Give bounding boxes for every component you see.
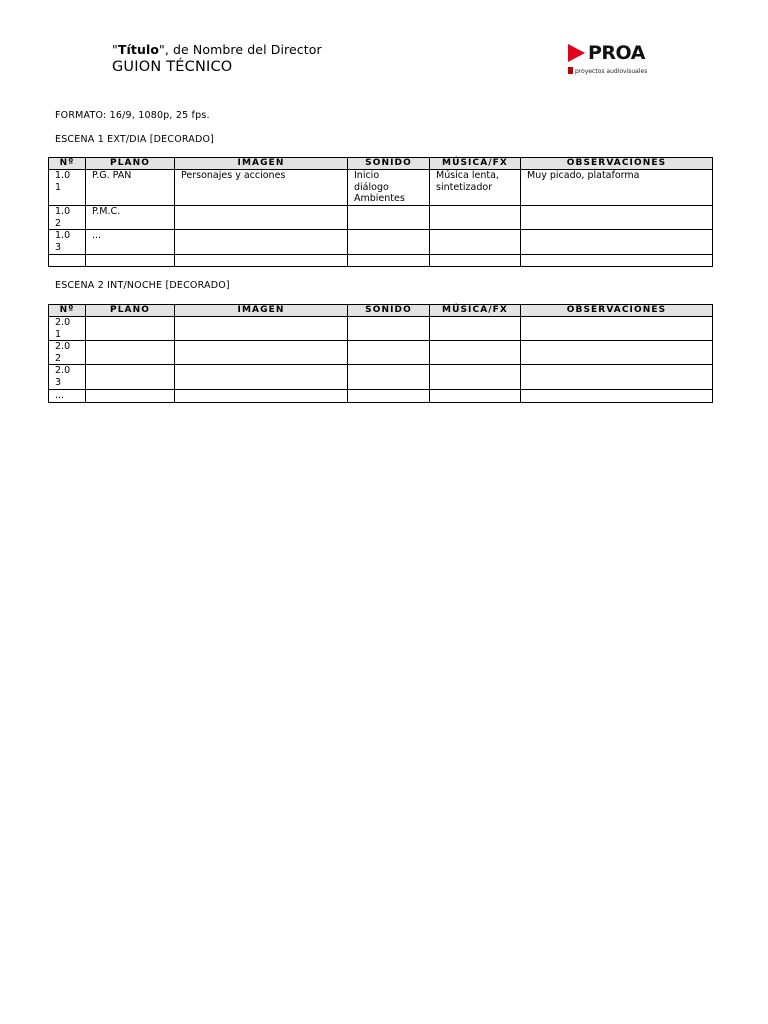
table-row	[49, 390, 713, 403]
cell-sonido	[348, 317, 430, 341]
cell-number: 1.0 1	[49, 170, 86, 206]
cell-number: 2.0 3	[49, 365, 86, 390]
table-row	[49, 206, 713, 230]
column-header-plano: PLANO	[86, 305, 175, 317]
table-row	[49, 317, 713, 341]
table-row	[49, 341, 713, 365]
table-row	[49, 170, 713, 206]
document-type: GUION TÉCNICO	[112, 59, 233, 75]
cell-observaciones	[521, 255, 713, 267]
column-header-musica: MÚSICA/FX	[430, 158, 521, 170]
logo-subtitle-text: proyectos audiovisuales	[575, 68, 648, 75]
cell-plano: P.G. PAN	[86, 170, 175, 206]
scene-table	[48, 304, 713, 403]
cell-imagen	[175, 317, 348, 341]
column-header-imagen: IMAGEN	[175, 158, 348, 170]
proa-logo	[568, 44, 658, 80]
cell-plano	[86, 255, 175, 267]
table-row	[49, 255, 713, 267]
title-director: ", de Nombre del Director	[159, 42, 322, 57]
play-icon	[568, 44, 585, 62]
column-header-number: Nº	[49, 305, 86, 317]
cell-sonido	[348, 230, 430, 255]
format-line: FORMATO: 16/9, 1080p, 25 fps.	[55, 110, 210, 121]
column-header-number: Nº	[49, 158, 86, 170]
cell-musica: Música lenta, sintetizador	[430, 170, 521, 206]
cell-plano	[86, 341, 175, 365]
cell-number: 2.0 1	[49, 317, 86, 341]
title-word: Título	[117, 42, 160, 57]
cell-musica	[430, 341, 521, 365]
cell-plano: ...	[86, 230, 175, 255]
column-header-sonido: SONIDO	[348, 158, 430, 170]
cell-observaciones	[521, 390, 713, 403]
cell-plano	[86, 390, 175, 403]
cell-observaciones: Muy picado, plataforma	[521, 170, 713, 206]
cell-sonido: Inicio diálogo Ambientes	[348, 170, 430, 206]
cell-number	[49, 255, 86, 267]
cell-number: 1.0 3	[49, 230, 86, 255]
cell-plano	[86, 365, 175, 390]
cell-musica	[430, 230, 521, 255]
cell-sonido	[348, 390, 430, 403]
cell-musica	[430, 206, 521, 230]
cell-imagen	[175, 255, 348, 267]
logo-brand: PROA	[588, 42, 645, 64]
cell-imagen	[175, 206, 348, 230]
cell-observaciones	[521, 317, 713, 341]
scene-table	[48, 157, 713, 267]
cell-sonido	[348, 255, 430, 267]
column-header-observaciones: OBSERVACIONES	[521, 158, 713, 170]
cell-sonido	[348, 341, 430, 365]
cell-plano	[86, 317, 175, 341]
cell-observaciones	[521, 365, 713, 390]
column-header-imagen: IMAGEN	[175, 305, 348, 317]
cell-imagen: Personajes y acciones	[175, 170, 348, 206]
title-line	[112, 42, 322, 58]
logo-subtitle	[568, 67, 647, 75]
column-header-musica: MÚSICA/FX	[430, 305, 521, 317]
cell-musica	[430, 255, 521, 267]
cell-imagen	[175, 365, 348, 390]
scene-heading: ESCENA 1 EXT/DIA [DECORADO]	[55, 134, 215, 145]
cell-musica	[430, 317, 521, 341]
cell-sonido	[348, 365, 430, 390]
table-row	[49, 230, 713, 255]
cell-number: ...	[49, 390, 86, 403]
column-header-observaciones: OBSERVACIONES	[521, 305, 713, 317]
cell-sonido	[348, 206, 430, 230]
cell-observaciones	[521, 341, 713, 365]
cell-musica	[430, 390, 521, 403]
table-row	[49, 365, 713, 390]
cell-number: 1.0 2	[49, 206, 86, 230]
cell-imagen	[175, 230, 348, 255]
cell-imagen	[175, 341, 348, 365]
cell-number: 2.0 2	[49, 341, 86, 365]
cell-plano: P.M.C.	[86, 206, 175, 230]
cell-observaciones	[521, 206, 713, 230]
cell-imagen	[175, 390, 348, 403]
column-header-sonido: SONIDO	[348, 305, 430, 317]
table-header-row	[49, 158, 713, 170]
crest-icon	[568, 67, 573, 74]
scene-heading: ESCENA 2 INT/NOCHE [DECORADO]	[55, 280, 230, 291]
document-header	[112, 42, 322, 76]
cell-musica	[430, 365, 521, 390]
title-open-quote: "	[112, 42, 118, 57]
column-header-plano: PLANO	[86, 158, 175, 170]
table-header-row	[49, 305, 713, 317]
cell-observaciones	[521, 230, 713, 255]
